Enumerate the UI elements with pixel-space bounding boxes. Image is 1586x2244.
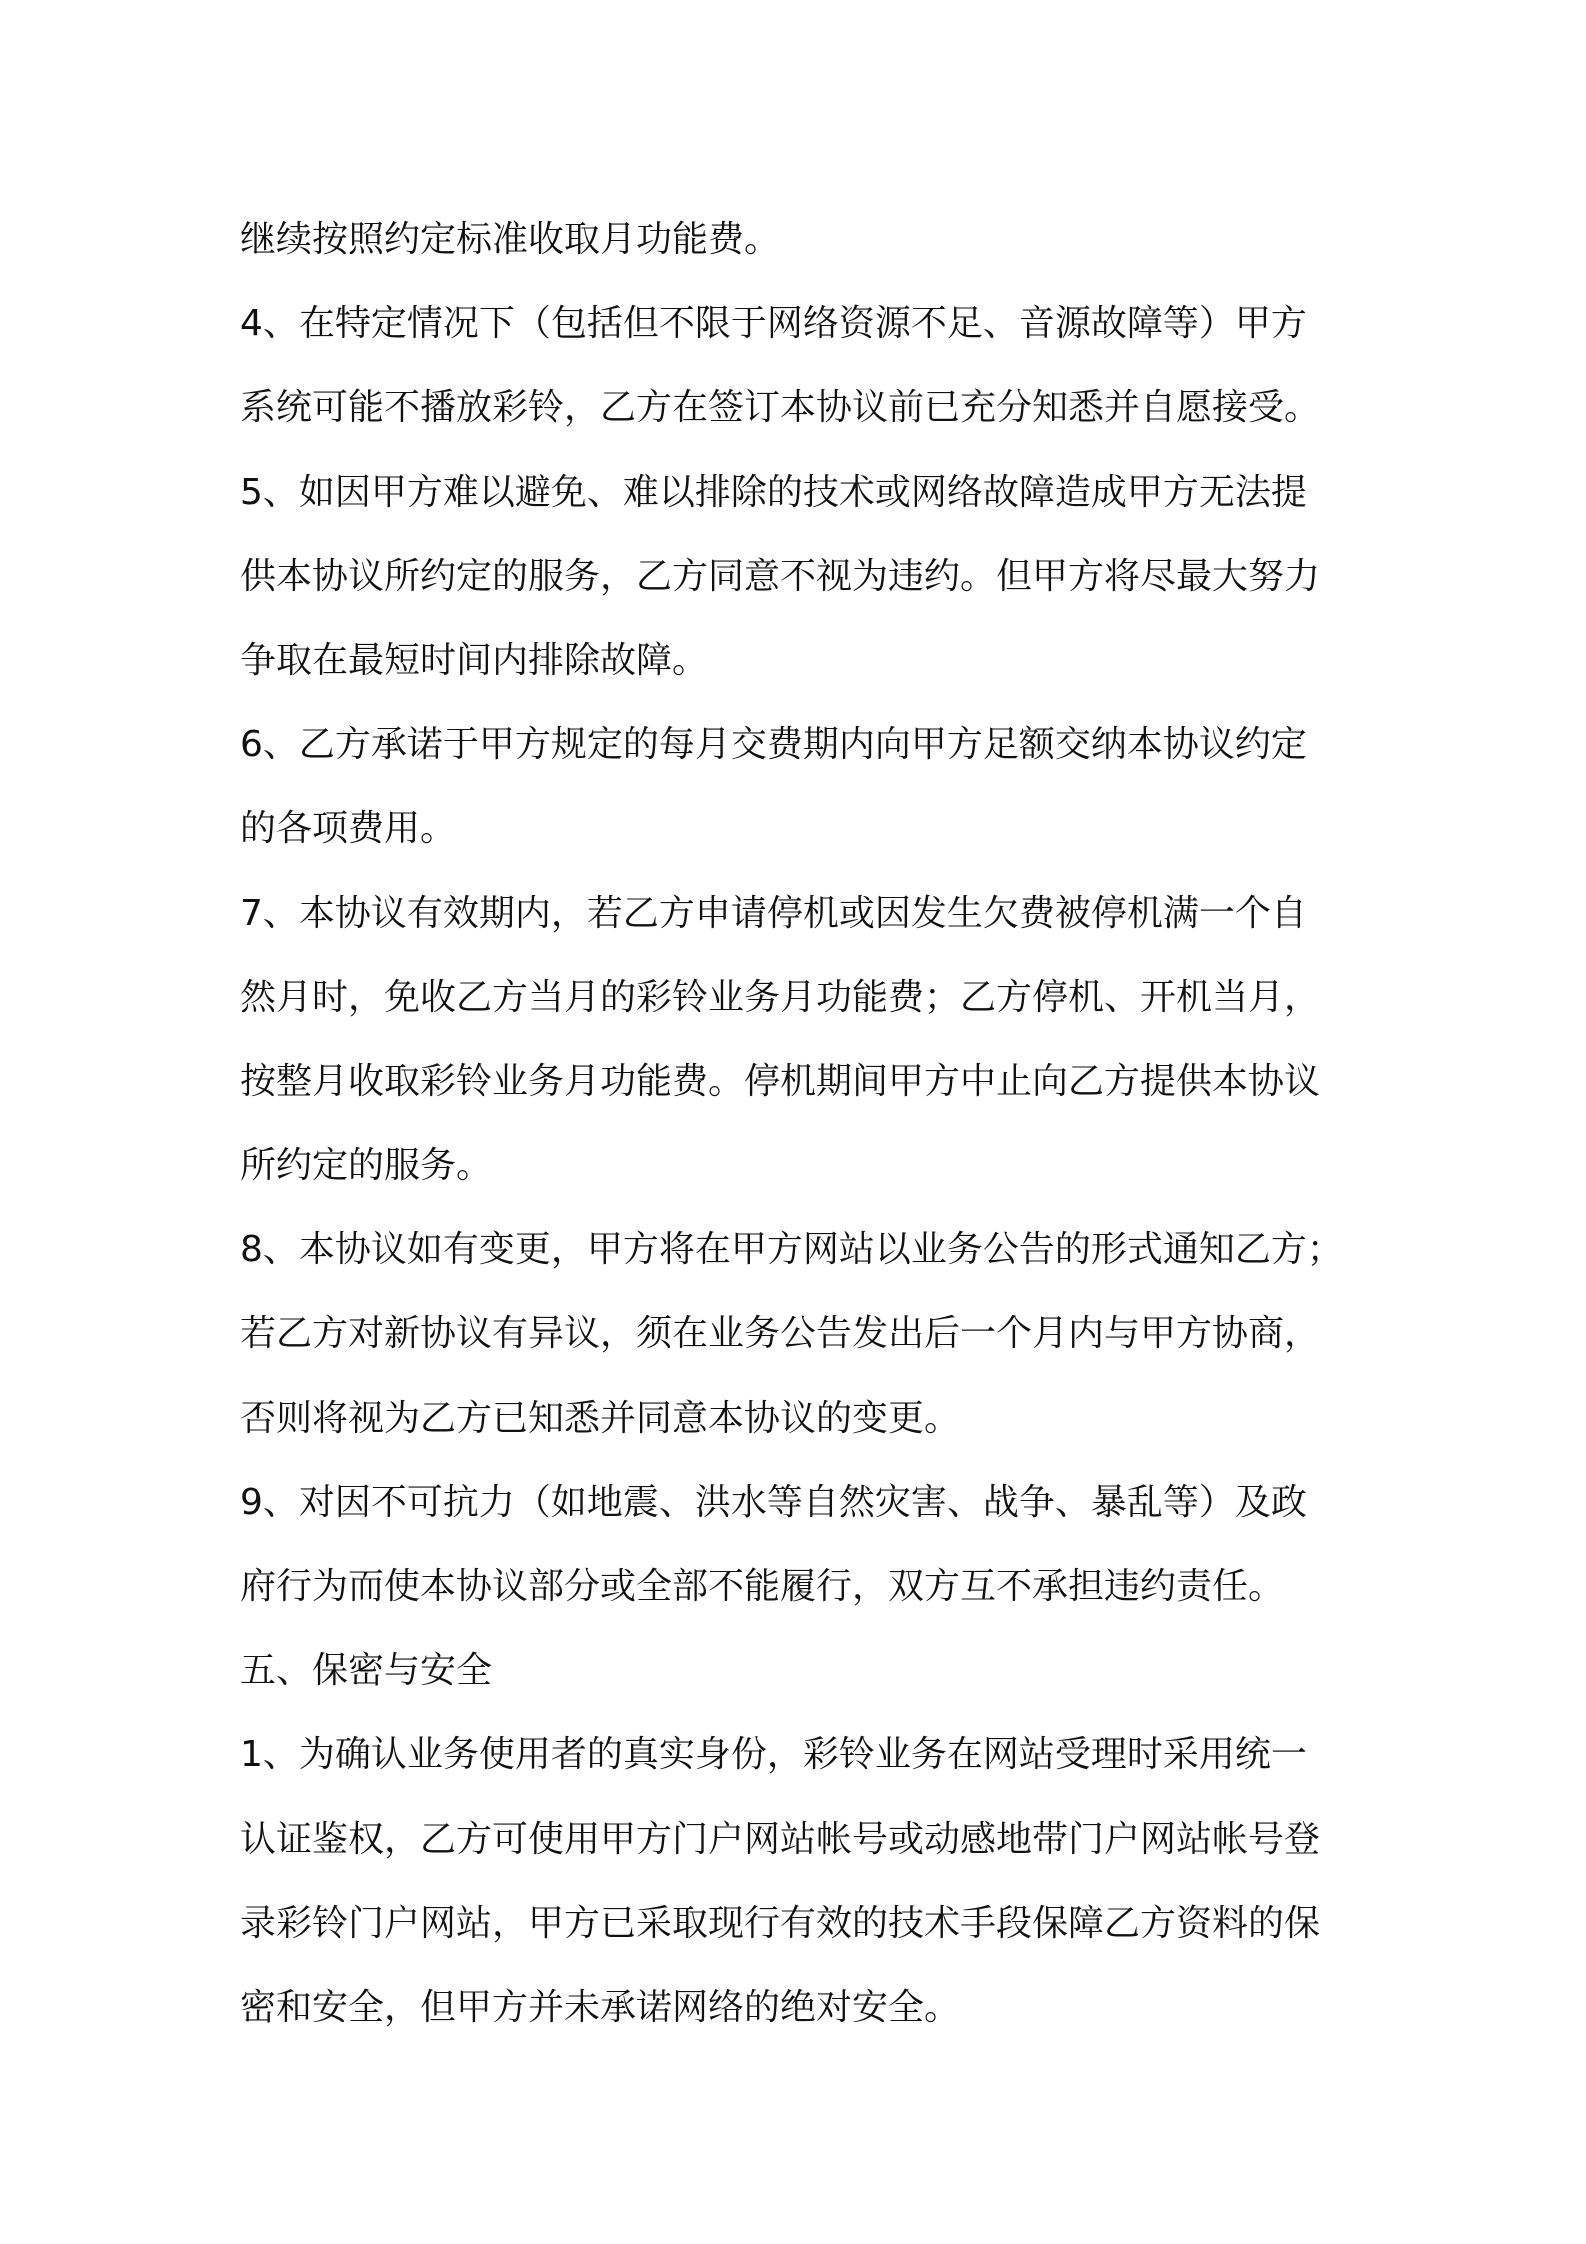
text-line: 认证鉴权，乙方可使用甲方门户网站帐号或动感地带门户网站帐号登 [240, 1818, 1321, 1860]
text-line: 系统可能不播放彩铃，乙方在签订本协议前已充分知悉并自愿接受。 [240, 387, 1321, 429]
text-line-clause-7: 7、本协议有效期内，若乙方申请停机或因发生欠费被停机满一个自 [240, 892, 1307, 934]
text-line: 的各项费用。 [240, 808, 457, 850]
text-line-continuation: 继续按照约定标准收取月功能费。 [240, 219, 781, 260]
document-body [240, 198, 1370, 2050]
text-line: 否则将视为乙方已知悉并同意本协议的变更。 [240, 1397, 961, 1439]
text-line: 按整月收取彩铃业务月功能费。停机期间甲方中止向乙方提供本协议 [240, 1060, 1321, 1102]
text-line: 府行为而使本协议部分或全部不能履行，双方互不承担违约责任。 [240, 1566, 1285, 1607]
text-line-clause-8: 8、本协议如有变更，甲方将在甲方网站以业务公告的形式通知乙方； [240, 1229, 1343, 1271]
text-line-clause-1: 1、为确认业务使用者的真实身份，彩铃业务在网站受理时采用统一 [240, 1734, 1307, 1776]
text-line-clause-6: 6、乙方承诺于甲方规定的每月交费期内向甲方足额交纳本协议约定 [240, 724, 1307, 766]
text-line: 供本协议所约定的服务，乙方同意不视为违约。但甲方将尽最大努力 [240, 555, 1321, 597]
text-line: 密和安全，但甲方并未承诺网络的绝对安全。 [240, 1986, 961, 2028]
text-line: 然月时，免收乙方当月的彩铃业务月功能费；乙方停机、开机当月， [240, 976, 1321, 1018]
text-line: 所约定的服务。 [240, 1145, 493, 1187]
section-heading: 五、保密与安全 [240, 1650, 493, 1692]
text-line-clause-9: 9、对因不可抗力（如地震、洪水等自然灾害、战争、暴乱等）及政 [240, 1481, 1307, 1523]
text-line: 录彩铃门户网站，甲方已采取现行有效的技术手段保障乙方资料的保 [240, 1902, 1321, 1944]
text-line-clause-4: 4、在特定情况下（包括但不限于网络资源不足、音源故障等）甲方 [240, 303, 1307, 345]
text-line: 若乙方对新协议有异议，须在业务公告发出后一个月内与甲方协商， [240, 1313, 1321, 1355]
text-line: 争取在最短时间内排除故障。 [240, 639, 709, 681]
text-line-clause-5: 5、如因甲方难以避免、难以排除的技术或网络故障造成甲方无法提 [240, 471, 1307, 513]
